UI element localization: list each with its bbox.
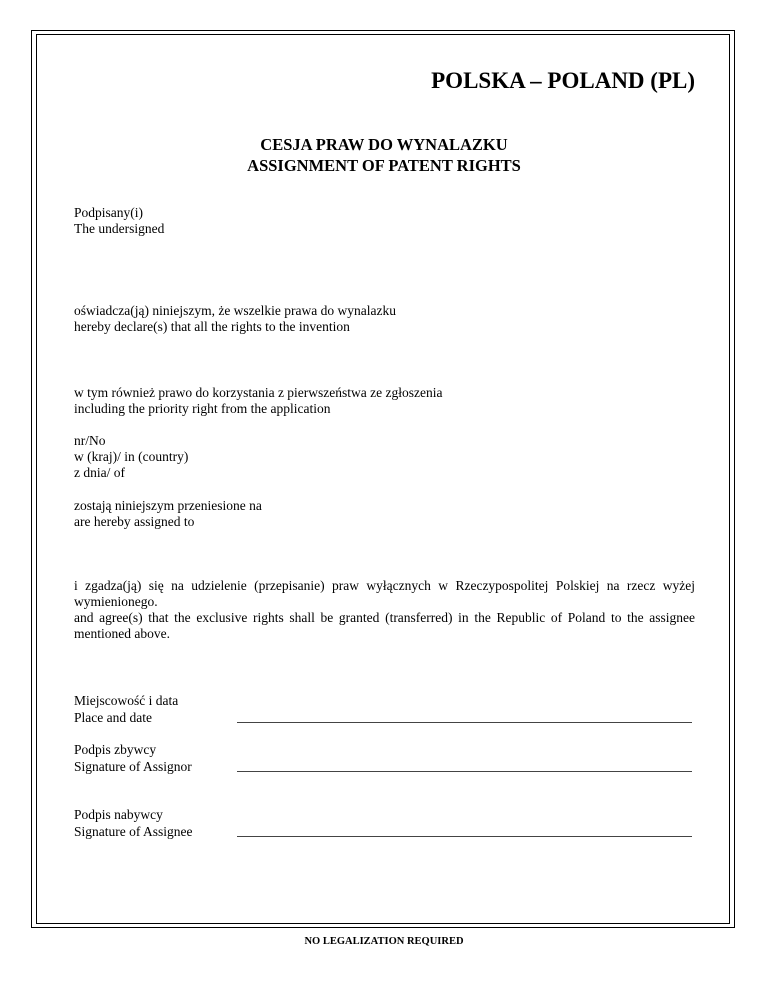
agreement-en: and agree(s) that the exclusive rights shall be granted (transferred) in the Republic of Poland to the assignee mentioned above. xyxy=(74,610,695,641)
place-date-en: Place and date xyxy=(74,710,152,725)
priority-pl: w tym również prawo do korzystania z pierwszeństwa ze zgłoszenia xyxy=(74,385,443,400)
legalization-note: NO LEGALIZATION REQUIRED xyxy=(304,936,464,947)
agreement-pl: i zgadza(ją) się na udzielenie (przepisanie) praw wyłącznych w Rzeczypospolitej Polskiej na rzecz wyżej wymienionego. xyxy=(74,578,695,609)
place-date-label xyxy=(74,692,178,726)
declare-label xyxy=(74,303,396,335)
document-title xyxy=(0,134,768,176)
assignor-en: Signature of Assignor xyxy=(74,759,192,774)
undersigned-label xyxy=(74,205,164,237)
title-polish: CESJA PRAW DO WYNALAZKU xyxy=(260,135,508,154)
assignee-signature-label xyxy=(74,806,192,840)
application-date-label: z dnia/ of xyxy=(74,465,125,480)
assignee-pl: Podpis nabywcy xyxy=(74,807,163,822)
application-country-label: w (kraj)/ in (country) xyxy=(74,449,189,464)
assignor-signature-line[interactable] xyxy=(237,771,692,772)
assignee-signature-line[interactable] xyxy=(237,836,692,837)
declare-pl: oświadcza(ją) niniejszym, że wszelkie prawa do wynalazku xyxy=(74,303,396,318)
assignee-en: Signature of Assignee xyxy=(74,824,193,839)
application-number-label: nr/No xyxy=(74,433,106,448)
assignor-pl: Podpis zbywcy xyxy=(74,742,157,757)
undersigned-pl: Podpisany(i) xyxy=(74,205,143,220)
place-date-pl: Miejscowość i data xyxy=(74,693,179,708)
assignor-signature-label xyxy=(74,741,192,775)
priority-label xyxy=(74,385,443,417)
agreement-paragraph xyxy=(74,578,695,642)
priority-en: including the priority right from the application xyxy=(74,401,331,416)
declare-en: hereby declare(s) that all the rights to the invention xyxy=(74,319,350,334)
assigned-en: are hereby assigned to xyxy=(74,514,195,529)
assigned-label xyxy=(74,498,262,530)
place-date-line[interactable] xyxy=(237,722,692,723)
country-heading: POLSKA – POLAND (PL) xyxy=(431,68,695,93)
assigned-pl: zostają niniejszym przeniesione na xyxy=(74,498,262,513)
undersigned-en: The undersigned xyxy=(74,221,165,236)
application-details xyxy=(74,433,188,481)
title-english: ASSIGNMENT OF PATENT RIGHTS xyxy=(247,156,521,175)
